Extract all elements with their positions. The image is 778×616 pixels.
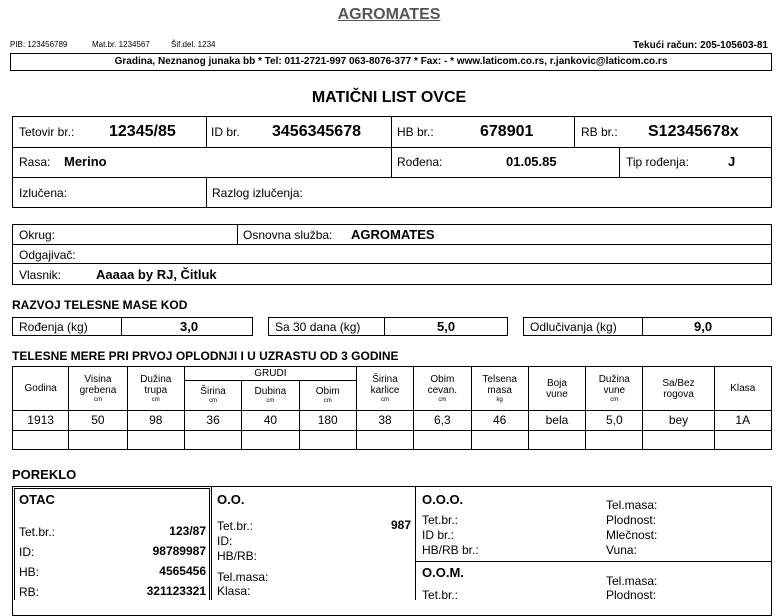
mass-weaning-value: 9,0 — [694, 319, 713, 334]
company-name: AGROMATES — [337, 6, 441, 23]
vlasnik-value: Aaaaa by RJ, Čitluk — [96, 267, 217, 282]
table-row: 1913 50 98 36 40 180 38 6,3 46 bela 5,0 bey 1A — [13, 411, 772, 431]
mat-br: Mat.br. 1234567 — [92, 40, 150, 49]
rb-label: RB br.: — [581, 125, 618, 139]
otac-id-value: 98789987 — [152, 544, 206, 558]
col-duzina-vune: Dužina vune cm — [586, 367, 643, 411]
ooo-tet-label: Tet.br.: — [422, 513, 459, 527]
vlasnik-label: Vlasnik: — [19, 268, 62, 282]
oo-tet-label: Tet.br.: — [217, 519, 254, 533]
col-obim-cevanice: Obim cevan. cm — [414, 367, 471, 411]
okrug-label: Okrug: — [19, 228, 56, 242]
ooo-label: O.O.O. — [422, 492, 464, 507]
col-rogovi: Sa/Bez rogova — [643, 367, 714, 411]
ooo-hbrb-label: HB/RB br.: — [422, 543, 479, 557]
oom-label: O.O.M. — [422, 565, 464, 580]
mass-birth-label: Rođenja (kg) — [19, 320, 88, 334]
oo-telmasa-label: Tel.masa: — [217, 570, 269, 584]
otac-label: OTAC — [19, 492, 55, 507]
bank-account: Tekući račun: 205-105603-81 — [633, 40, 768, 51]
ooo-vuna-label: Vuna: — [606, 543, 637, 557]
col-grudi-dubina: Dubina cm — [242, 381, 299, 411]
col-sirina-karlice: Širina karlice cm — [356, 367, 413, 411]
tetovir-label: Tetovir br.: — [19, 125, 75, 139]
oo-label: O.O. — [217, 492, 245, 507]
otac-rb-value: 321123321 — [146, 584, 206, 598]
rb-value: S12345678x — [648, 123, 739, 140]
mass-heading: RAZVOJ TELESNE MASE KOD — [12, 298, 188, 312]
oom-tet-label: Tet.br.: — [422, 588, 459, 602]
oom-plodnost-label: Plodnost: — [606, 588, 657, 602]
razlog-label: Razlog izlučenja: — [212, 186, 303, 200]
tip-rodjenja-label: Tip rođenja: — [626, 155, 689, 169]
mass-weaning-label: Odlučivanja (kg) — [530, 320, 617, 334]
id-value: 3456345678 — [272, 123, 361, 140]
rasa-value: Merino — [64, 154, 107, 169]
col-klasa: Klasa — [714, 367, 771, 411]
oo-klasa-label: Klasa: — [217, 584, 251, 598]
mass-birth-value: 3,0 — [180, 319, 199, 334]
otac-rb-label: RB: — [19, 585, 40, 599]
col-boja-vune: Boja vune — [528, 367, 585, 411]
col-grudi-obim: Obim cm — [299, 381, 356, 411]
pedigree-heading: POREKLO — [12, 467, 77, 482]
izlucena-label: Izlučena: — [19, 186, 68, 200]
pedigree-box — [12, 486, 772, 616]
mass-30-value: 5,0 — [437, 319, 456, 334]
ooo-id-label: ID br.: — [422, 528, 455, 542]
otac-tet-value: 123/87 — [169, 524, 206, 538]
tetovir-value: 12345/85 — [109, 123, 176, 140]
col-telesna-masa: Telsena masa kg — [471, 367, 528, 411]
id-label: ID br. — [211, 125, 240, 139]
ooo-plodnost-label: Plodnost: — [606, 513, 657, 527]
hb-value: 678901 — [480, 123, 534, 140]
mass-30-label: Sa 30 dana (kg) — [275, 320, 361, 334]
otac-hb-label: HB: — [19, 565, 40, 579]
sif-del: Šif.del. 1234 — [171, 40, 216, 49]
odgajivac-label: Odgajivač: — [19, 248, 76, 262]
ooo-telmasa-label: Tel.masa: — [606, 498, 658, 512]
sluzba-value: AGROMATES — [351, 227, 435, 242]
col-duzina-trupa: Dužina trupa cm — [127, 367, 184, 411]
col-grudi: GRUDI — [184, 367, 356, 381]
oom-telmasa-label: Tel.masa: — [606, 574, 658, 588]
rodjena-label: Rođena: — [397, 155, 443, 169]
col-visina: Visina grebena cm — [69, 367, 127, 411]
otac-tet-label: Tet.br.: — [19, 525, 56, 539]
rodjena-value: 01.05.85 — [506, 154, 557, 169]
measures-heading: TELESNE MERE PRI PRVOJ OPLODNJI I U UZRASTU OD 3 GODINE — [12, 349, 399, 363]
pib: PIB: 123456789 — [10, 40, 68, 49]
ooo-mlecnost-label: Mlečnost: — [606, 528, 658, 542]
address-line: Gradina, Neznanog junaka bb * Tel: 011-2721-997 063-8076-377 * Fax: - * www.laticom.co.rs, r.jankovic@laticom.co.rs — [114, 56, 668, 67]
page-title: MATIČNI LIST OVCE — [311, 89, 467, 106]
rasa-label: Rasa: — [19, 155, 51, 169]
sluzba-label: Osnovna služba: — [243, 228, 333, 242]
otac-id-label: ID: — [19, 545, 35, 559]
col-grudi-sirina: Širina cm — [184, 381, 241, 411]
oo-tet-value: 987 — [390, 518, 411, 532]
tip-rodjenja-value: J — [728, 154, 736, 169]
measures-table — [12, 366, 772, 450]
col-godina: Godina — [13, 367, 69, 411]
table-row-empty — [13, 431, 772, 450]
otac-hb-value: 4565456 — [159, 564, 206, 578]
oo-hbrb-label: HB/RB: — [217, 549, 258, 563]
oo-id-label: ID: — [217, 534, 233, 548]
hb-label: HB br.: — [397, 125, 434, 139]
